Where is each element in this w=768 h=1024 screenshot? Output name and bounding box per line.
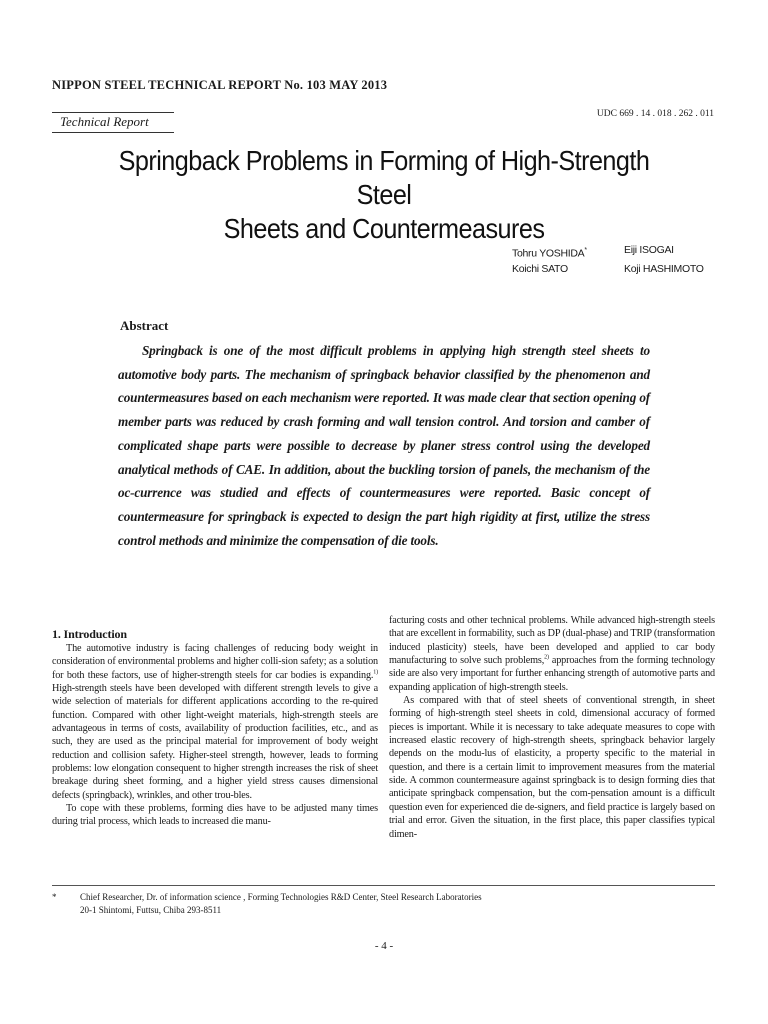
- report-type-label: Technical Report: [52, 112, 174, 133]
- citation-2: 2): [544, 654, 549, 661]
- footnote-mark: *: [52, 892, 57, 902]
- footnote-line-1: Chief Researcher, Dr. of information science , Forming Technologies R&D Center, Steel Research Laboratories: [80, 892, 482, 902]
- footnote-divider: [52, 885, 715, 886]
- author-2: Eiji ISOGAI: [624, 244, 674, 256]
- journal-header: NIPPON STEEL TECHNICAL REPORT No. 103 MAY 2013: [52, 78, 388, 92]
- right-column: [389, 614, 715, 841]
- author-3: Koichi SATO: [512, 262, 568, 275]
- author-4: Koji HASHIMOTO: [624, 262, 704, 275]
- paper-title: [92, 144, 675, 246]
- left-column: [52, 627, 378, 829]
- page-number: - 4 -: [374, 940, 394, 952]
- intro-paragraph-2: To cope with these problems, forming dies have to be adjusted many times during trial process, which leads to increased die manu-: [52, 803, 378, 828]
- citation-1: 1): [373, 669, 378, 676]
- title-line-1: Springback Problems in Forming of High-Strength Steel: [118, 145, 650, 210]
- abstract-heading: Abstract: [120, 318, 169, 333]
- author-1-mark: *: [584, 247, 587, 254]
- section-heading-introduction: 1. Introduction: [52, 627, 127, 641]
- footnote: [52, 891, 715, 917]
- intro-paragraph-2-continued: facturing costs and other technical problems. While advanced high-strength steels that are excellent in formability, such as DP (dual-phase) and TRIP (transformation induced plasticity) steels, have been developed and applied to car body manufacturing to solve such problems,$^{2)}$ approaches from the forming technology side are also very important for further enhancing strength of automotive parts and expanding application of high-strength steels.: [389, 615, 716, 693]
- abstract-body: Springback is one of the most difficult problems in applying high strength steel sheets to automotive body parts. The mechanism of springback behavior classified by the phenomenon and countermeasures based on each mechanism were reported. It was made clear that section opening of member parts was reduced by crash forming and wall tension control. And torsion and camber of complicated shape parts were possible to decrease by planer stress control using the developed analytical methods of CAE. In addition, about the buckling torsion of panels, the mechanism of the oc-currence was studied and effects of countermeasures were reported. Basic concept of countermeasure for springback is expected to design the part high rigidity at first, utilize the stress control methods and minimize the compensation of die tools.: [118, 343, 650, 548]
- title-line-2: Sheets and Countermeasures: [223, 213, 545, 244]
- author-list: [512, 243, 722, 277]
- author-1: Tohru YOSHIDA*: [512, 247, 587, 260]
- intro-paragraph-1: The automotive industry is facing challenges of reducing body weight in consideration of environmental problems and higher colli-sion safety; as a solution for both these factors, use of higher-strength steels for car bodies is expanding.$^{1)}$ High-strength steels have been developed with different strength levels to give a wide selection of materials for different applications according to the re-quired function. Compared with other light-weight materials, high-strength steels are advantageous in terms of costs, availability of production facilities, etc., and as such, they are used as the principal material for improvement of body weight reduction and collision safety. Higher-steel strength, however, leads to forming problems: low elongation consequent to higher strength increases the risk of sheet breakage during sheet forming, and a higher yield stress causes dimensional defects (springback), wrinkles, and other trou-bles.: [52, 643, 378, 801]
- udc-code: UDC 669 . 14 . 018 . 262 . 011: [596, 109, 714, 119]
- footnote-line-2: 20-1 Shintomi, Futtsu, Chiba 293-8511: [80, 905, 222, 915]
- intro-paragraph-3: As compared with that of steel sheets of conventional strength, in sheet forming of high-strength steel sheets in cold, dimensional accuracy of formed pieces is important. While it is necessary to take adequate measures to cope with increased elastic recovery of high-strength sheets, springback behavior largely depends on the modu-lus of elasticity, a property specific to the material in question, and there is a certain limit to improvement measures from the material side. A common countermeasure against springback is to design forming dies that anticipate springback compensation, but the com-pensation amount is a difficult question even for experienced die de-signers, and field practice is largely based on trial and error. Given the situation, in the first place, this paper classifies typical dimen-: [389, 695, 715, 840]
